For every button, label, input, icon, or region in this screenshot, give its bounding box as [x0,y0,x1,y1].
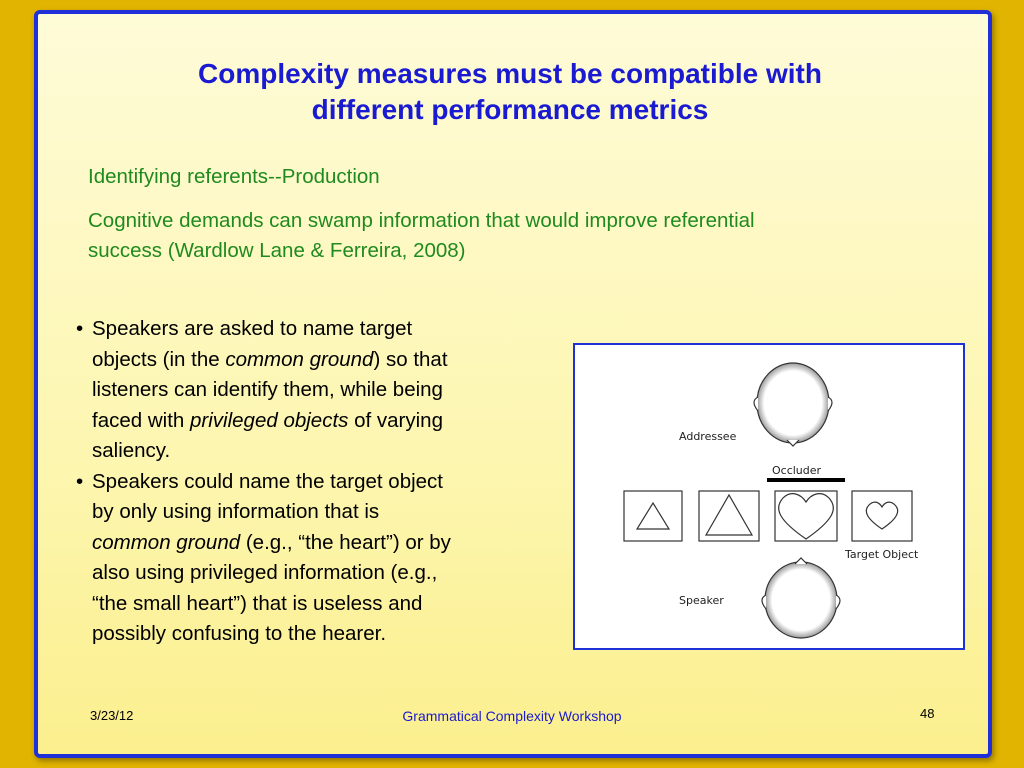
target-object-label: Target Object [845,548,919,561]
bullet-dot: • [76,469,84,493]
bullet-line: possibly confusing to the hearer. [92,622,387,645]
bullet-list [76,314,556,650]
diagram-svg [575,345,963,648]
footer-title: Grammatical Complexity Workshop [402,708,622,724]
bullet-line: also using privileged information (e.g., [92,561,438,584]
bullet-item-2 [76,467,556,650]
title-line-2: different performance metrics [311,94,709,125]
speaker-label: Speaker [679,594,724,607]
occluder-label: Occluder [772,464,822,477]
subtitle-cognitive-demands [88,206,948,266]
footer-page-number: 48 [920,706,935,721]
occluder-bar [767,478,845,482]
bullet-line: “the small heart”) that is useless and [92,591,423,615]
emphasis-common-ground: common ground [225,347,374,371]
subtitle-line-2: success (Wardlow Lane & Ferreira, 2008) [88,239,466,262]
emphasis-privileged-objects: privileged objects [190,408,349,432]
slide-title [70,56,950,128]
bullet-item-1 [76,314,556,467]
experiment-diagram [573,343,965,650]
bullet-line: faced with privileged objects of varying [92,408,443,432]
bullet-line: listeners can identify them, while being [92,378,443,401]
bullet-line: objects (in the common ground) so that [92,347,448,371]
subtitle-identifying-referents: Identifying referents--Production [88,165,380,188]
title-line-1: Complexity measures must be compatible with [198,58,822,89]
subtitle-line-1: Cognitive demands can swamp information that would improve referential [88,209,755,232]
large-triangle-box [699,491,759,541]
bullet-line: Speakers could name the target object [92,469,443,493]
bullet-dot: • [76,317,84,340]
bullet-line: Speakers are asked to name target [92,317,413,340]
addressee-label: Addressee [679,430,737,443]
emphasis-common-ground: common ground [92,530,241,554]
bullet-line: saliency. [92,439,171,462]
large-heart-box [775,491,837,541]
addressee-head-icon [754,363,832,446]
footer-date: 3/23/12 [90,708,134,723]
speaker-head-icon [762,558,840,638]
small-heart-box [852,491,912,541]
small-triangle-box [624,491,682,541]
bullet-line: common ground (e.g., “the heart”) or by [92,530,451,554]
bullet-line: by only using information that is [92,500,380,523]
